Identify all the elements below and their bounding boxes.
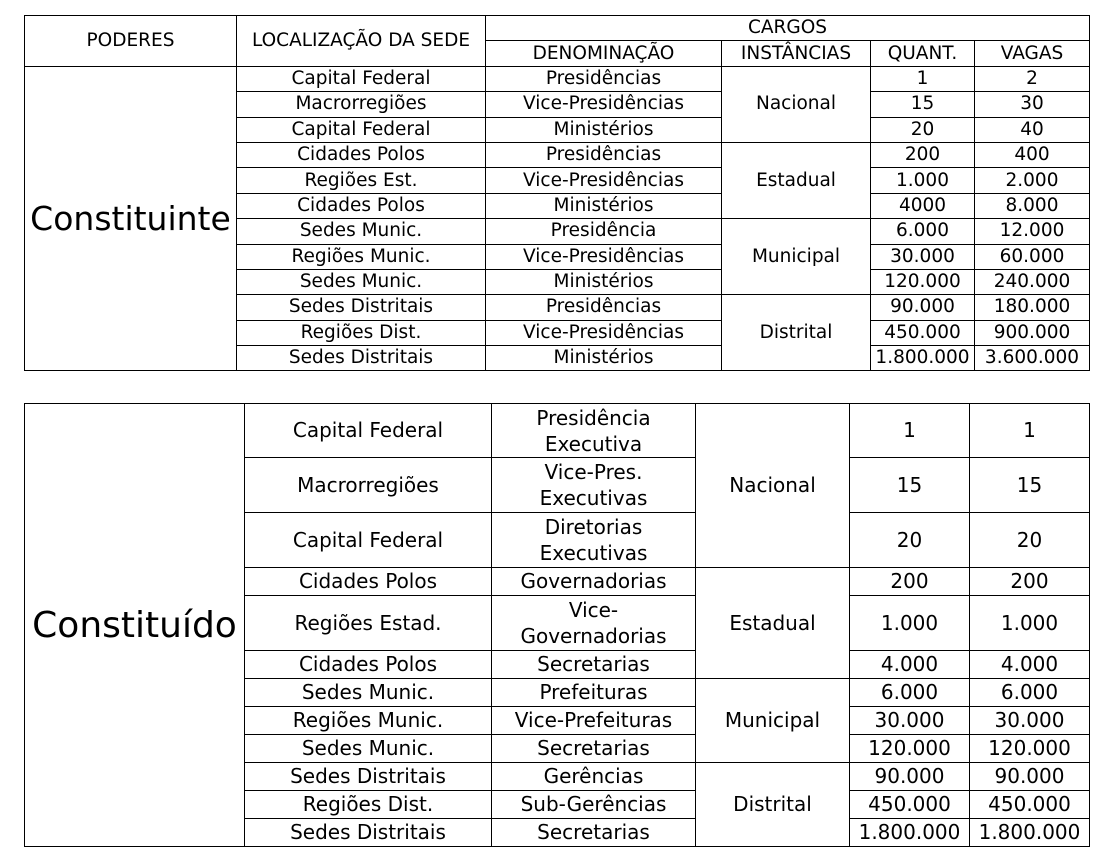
vagas-cell: 400: [975, 142, 1090, 167]
vagas-cell: 1: [970, 404, 1090, 458]
denominacao-line-2: Executiva: [544, 431, 643, 456]
localizacao-cell: Regiões Munic.: [245, 707, 492, 735]
vagas-cell: 90.000: [970, 763, 1090, 791]
localizacao-cell: Regiões Dist.: [245, 791, 492, 819]
denominacao-cell: Vice-Presidências: [486, 92, 722, 117]
denominacao-cell: [492, 568, 696, 596]
quant-cell: 15: [871, 92, 975, 117]
denominacao-line-1: Presidência: [536, 405, 651, 430]
vagas-cell: 900.000: [975, 320, 1090, 345]
localizacao-cell: Sedes Distritais: [237, 295, 486, 320]
denominacao-line-1: Gerências: [543, 764, 644, 788]
vagas-cell: 8.000: [975, 193, 1090, 218]
localizacao-cell: Cidades Polos: [245, 651, 492, 679]
localizacao-cell: Regiões Munic.: [237, 244, 486, 269]
instancia-cell: Municipal: [696, 679, 850, 763]
quant-cell: 1: [871, 66, 975, 91]
denominacao-cell: [492, 679, 696, 707]
vagas-cell: 3.600.000: [975, 346, 1090, 371]
quant-cell: 1.000: [850, 596, 970, 651]
quant-cell: 200: [850, 568, 970, 596]
vagas-cell: 6.000: [970, 679, 1090, 707]
denominacao-line-1: Sub-Gerências: [520, 792, 667, 816]
denominacao-line-2: Governadorias: [520, 624, 667, 648]
quant-cell: 30.000: [850, 707, 970, 735]
denominacao-line-1: Prefeituras: [539, 680, 648, 704]
denominacao-cell: Ministérios: [486, 117, 722, 142]
localizacao-cell: Sedes Munic.: [237, 219, 486, 244]
vagas-cell: 12.000: [975, 219, 1090, 244]
denominacao-cell: [492, 404, 696, 458]
denominacao-cell: Vice-Presidências: [486, 320, 722, 345]
quant-cell: 20: [871, 117, 975, 142]
localizacao-cell: Capital Federal: [237, 117, 486, 142]
vagas-cell: 4.000: [970, 651, 1090, 679]
header-vagas: VAGAS: [975, 41, 1090, 66]
quant-cell: 6.000: [850, 679, 970, 707]
denominacao-line-1: Vice-: [568, 598, 619, 622]
localizacao-cell: Capital Federal: [237, 66, 486, 91]
denominacao-cell: [492, 819, 696, 847]
quant-cell: 450.000: [871, 320, 975, 345]
poder-label: Constituinte: [25, 66, 237, 371]
vagas-cell: 20: [970, 513, 1090, 568]
denominacao-cell: Vice-Presidências: [486, 244, 722, 269]
vagas-cell: 180.000: [975, 295, 1090, 320]
table-row: [25, 66, 1090, 91]
vagas-cell: 450.000: [970, 791, 1090, 819]
vagas-cell: 240.000: [975, 269, 1090, 294]
localizacao-cell: Regiões Est.: [237, 168, 486, 193]
localizacao-cell: Macrorregiões: [237, 92, 486, 117]
denominacao-cell: [492, 735, 696, 763]
localizacao-cell: Cidades Polos: [237, 142, 486, 167]
vagas-cell: 1.800.000: [970, 819, 1090, 847]
localizacao-cell: Regiões Dist.: [237, 320, 486, 345]
header-quant: QUANT.: [871, 41, 975, 66]
vagas-cell: 40: [975, 117, 1090, 142]
denominacao-line-1: Secretarias: [537, 820, 650, 844]
quant-cell: 1.800.000: [850, 819, 970, 847]
localizacao-cell: Capital Federal: [245, 513, 492, 568]
denominacao-cell: Presidência: [486, 219, 722, 244]
quant-cell: 30.000: [871, 244, 975, 269]
denominacao-line-2: Executivas: [539, 486, 648, 510]
quant-cell: 4000: [871, 193, 975, 218]
denominacao-cell: [492, 458, 696, 513]
denominacao-line-1: Governadorias: [520, 569, 667, 593]
header-instancias: INSTÂNCIAS: [722, 41, 871, 66]
localizacao-cell: Sedes Munic.: [237, 269, 486, 294]
denominacao-cell: Ministérios: [486, 193, 722, 218]
localizacao-cell: Sedes Munic.: [245, 735, 492, 763]
constituido-table: [24, 403, 1090, 847]
quant-cell: 120.000: [850, 735, 970, 763]
denominacao-cell: Presidências: [486, 66, 722, 91]
localizacao-cell: Cidades Polos: [245, 568, 492, 596]
localizacao-cell: Capital Federal: [245, 404, 492, 458]
quant-cell: 1: [850, 404, 970, 458]
instancia-cell: Distrital: [696, 763, 850, 847]
denominacao-line-1: Diretorias: [544, 515, 643, 539]
instancia-cell: Estadual: [696, 568, 850, 679]
quant-cell: 1.800.000: [871, 346, 975, 371]
denominacao-cell: [492, 513, 696, 568]
instancia-cell: Nacional: [722, 66, 871, 142]
denominacao-cell: Presidências: [486, 142, 722, 167]
quant-cell: 15: [850, 458, 970, 513]
vagas-cell: 1.000: [970, 596, 1090, 651]
localizacao-cell: Sedes Distritais: [245, 819, 492, 847]
instancia-cell: Nacional: [696, 404, 850, 568]
vagas-cell: 30: [975, 92, 1090, 117]
instancia-cell: Municipal: [722, 219, 871, 295]
header-denominacao: DENOMINAÇÃO: [486, 41, 722, 66]
denominacao-cell: [492, 791, 696, 819]
vagas-cell: 2: [975, 66, 1090, 91]
localizacao-cell: Cidades Polos: [237, 193, 486, 218]
table-row: [25, 404, 1090, 458]
localizacao-cell: Sedes Distritais: [237, 346, 486, 371]
denominacao-line-2: Executivas: [539, 541, 648, 565]
quant-cell: 20: [850, 513, 970, 568]
quant-cell: 450.000: [850, 791, 970, 819]
denominacao-cell: [492, 596, 696, 651]
quant-cell: 200: [871, 142, 975, 167]
denominacao-cell: Ministérios: [486, 269, 722, 294]
quant-cell: 4.000: [850, 651, 970, 679]
quant-cell: 1.000: [871, 168, 975, 193]
instancia-cell: Estadual: [722, 142, 871, 218]
denominacao-cell: [492, 651, 696, 679]
vagas-cell: 120.000: [970, 735, 1090, 763]
instancia-cell: Distrital: [722, 295, 871, 371]
denominacao-cell: Vice-Presidências: [486, 168, 722, 193]
header-cargos: CARGOS: [486, 16, 1090, 41]
vagas-cell: 2.000: [975, 168, 1090, 193]
quant-cell: 90.000: [871, 295, 975, 320]
quant-cell: 90.000: [850, 763, 970, 791]
vagas-cell: 30.000: [970, 707, 1090, 735]
localizacao-cell: Sedes Distritais: [245, 763, 492, 791]
denominacao-cell: [492, 763, 696, 791]
denominacao-line-1: Secretarias: [537, 736, 650, 760]
vagas-cell: 200: [970, 568, 1090, 596]
denominacao-line-1: Secretarias: [537, 652, 650, 676]
constituinte-table: [24, 15, 1090, 371]
denominacao-line-1: Vice-Pres.: [544, 460, 643, 484]
localizacao-cell: Regiões Estad.: [245, 596, 492, 651]
quant-cell: 6.000: [871, 219, 975, 244]
localizacao-cell: Macrorregiões: [245, 458, 492, 513]
header-localizacao: LOCALIZAÇÃO DA SEDE: [237, 16, 486, 67]
denominacao-cell: [492, 707, 696, 735]
poder-label: Constituído: [25, 404, 245, 847]
vagas-cell: 60.000: [975, 244, 1090, 269]
header-poderes: PODERES: [25, 16, 237, 67]
vagas-cell: 15: [970, 458, 1090, 513]
quant-cell: 120.000: [871, 269, 975, 294]
localizacao-cell: Sedes Munic.: [245, 679, 492, 707]
denominacao-line-1: Vice-Prefeituras: [514, 708, 673, 732]
denominacao-cell: Ministérios: [486, 346, 722, 371]
denominacao-cell: Presidências: [486, 295, 722, 320]
